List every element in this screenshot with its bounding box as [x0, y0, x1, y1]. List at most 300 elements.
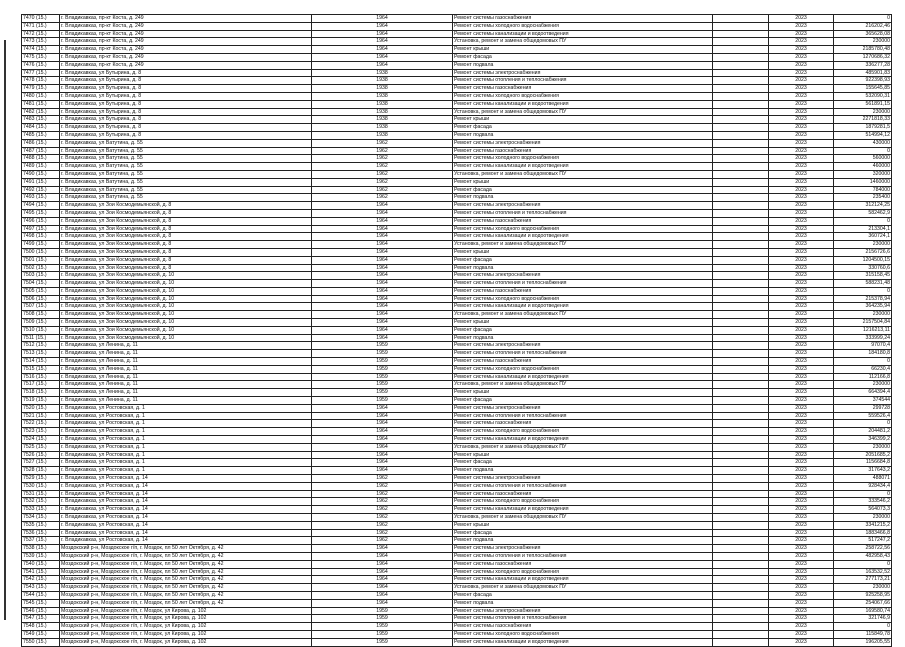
row-plan-year: 2023 — [769, 584, 834, 592]
table-row — [22, 420, 892, 428]
row-build-year: 1962 — [312, 194, 453, 202]
table-row — [22, 233, 892, 241]
table-row — [22, 22, 892, 30]
table-row — [22, 436, 892, 444]
row-work-type: Ремонт крыши — [453, 521, 713, 529]
row-build-year: 1962 — [312, 170, 453, 178]
row-empty-cell — [713, 280, 769, 288]
table-row — [22, 506, 892, 514]
row-address: Моздокский р-н, Моздокское г/п, г. Моздок, ул Кирова, д. 102 — [60, 638, 312, 646]
row-build-year: 1964 — [312, 248, 453, 256]
row-cost: 312124,25 — [834, 202, 892, 210]
row-address: г. Владикавказ, пр-кт Коста, д. 249 — [60, 53, 312, 61]
row-cost: 0 — [834, 490, 892, 498]
row-cost: 1216213,11 — [834, 326, 892, 334]
row-build-year: 1938 — [312, 77, 453, 85]
row-number: 7511 (15.) — [22, 334, 60, 342]
row-address: г. Владикавказ, ул Ватутина, д. 55 — [60, 194, 312, 202]
row-work-type: Ремонт фасада — [453, 124, 713, 132]
table-row — [22, 256, 892, 264]
row-empty-cell — [713, 389, 769, 397]
row-cost: 561891,15 — [834, 100, 892, 108]
row-build-year: 1959 — [312, 342, 453, 350]
row-plan-year: 2023 — [769, 77, 834, 85]
row-number: 7545 (15.) — [22, 599, 60, 607]
row-build-year: 1964 — [312, 46, 453, 54]
row-build-year: 1964 — [312, 334, 453, 342]
row-empty-cell — [713, 350, 769, 358]
row-address: г. Владикавказ, ул Зои Космодемьянской, д. 10 — [60, 287, 312, 295]
row-plan-year: 2023 — [769, 443, 834, 451]
row-plan-year: 2023 — [769, 326, 834, 334]
row-work-type: Ремонт системы газоснабжения — [453, 15, 713, 23]
row-address: г. Владикавказ, ул Ватутина, д. 55 — [60, 139, 312, 147]
row-plan-year: 2023 — [769, 420, 834, 428]
row-plan-year: 2023 — [769, 599, 834, 607]
row-address: г. Владикавказ, ул Ленина, д. 11 — [60, 358, 312, 366]
row-address: Моздокский р-н, Моздокское г/п, г. Моздок, пл 50 лет Октября, д. 42 — [60, 545, 312, 553]
row-empty-cell — [713, 537, 769, 545]
row-number: 7496 (15.) — [22, 217, 60, 225]
row-number: 7508 (15.) — [22, 311, 60, 319]
row-work-type: Ремонт крыши — [453, 46, 713, 54]
table-row — [22, 178, 892, 186]
row-empty-cell — [713, 514, 769, 522]
row-plan-year: 2023 — [769, 436, 834, 444]
row-plan-year: 2023 — [769, 170, 834, 178]
row-address: г. Владикавказ, ул Ватутина, д. 55 — [60, 186, 312, 194]
row-number: 7518 (15.) — [22, 389, 60, 397]
row-work-type: Ремонт системы газоснабжения — [453, 420, 713, 428]
table-row — [22, 514, 892, 522]
row-number: 7471 (15.) — [22, 22, 60, 30]
table-row — [22, 607, 892, 615]
row-build-year: 1962 — [312, 514, 453, 522]
row-cost: 346399,2 — [834, 436, 892, 444]
row-cost: 169580,74 — [834, 607, 892, 615]
row-address: Моздокский р-н, Моздокское г/п, г. Моздок, ул Кирова, д. 102 — [60, 615, 312, 623]
table-row — [22, 638, 892, 646]
row-work-type: Ремонт подвала — [453, 467, 713, 475]
row-address: г. Владикавказ, ул Зои Космодемьянской, д. 8 — [60, 233, 312, 241]
row-number: 7532 (15.) — [22, 498, 60, 506]
row-cost: 2185780,48 — [834, 46, 892, 54]
row-plan-year: 2023 — [769, 319, 834, 327]
row-plan-year: 2023 — [769, 15, 834, 23]
row-cost: 560000 — [834, 155, 892, 163]
row-cost: 333999,24 — [834, 334, 892, 342]
row-plan-year: 2023 — [769, 428, 834, 436]
row-work-type: Ремонт системы электроснабжения — [453, 545, 713, 553]
row-plan-year: 2023 — [769, 490, 834, 498]
row-plan-year: 2023 — [769, 303, 834, 311]
row-address: Моздокский р-н, Моздокское г/п, г. Моздок, пл 50 лет Октября, д. 42 — [60, 560, 312, 568]
table-row — [22, 537, 892, 545]
row-build-year: 1959 — [312, 373, 453, 381]
row-build-year: 1964 — [312, 404, 453, 412]
row-plan-year: 2023 — [769, 22, 834, 30]
table-row — [22, 443, 892, 451]
row-plan-year: 2023 — [769, 287, 834, 295]
row-number: 7515 (15.) — [22, 365, 60, 373]
row-build-year: 1964 — [312, 443, 453, 451]
table-row — [22, 303, 892, 311]
row-build-year: 1964 — [312, 233, 453, 241]
row-work-type: Установка, ремонт и замена общедомовых ПУ — [453, 38, 713, 46]
row-number: 7505 (15.) — [22, 287, 60, 295]
table-row — [22, 217, 892, 225]
row-cost: 2271818,33 — [834, 116, 892, 124]
row-address: Моздокский р-н, Моздокское г/п, г. Моздок, ул Кирова, д. 102 — [60, 630, 312, 638]
row-work-type: Ремонт системы газоснабжения — [453, 490, 713, 498]
table-row — [22, 155, 892, 163]
row-cost: 460000 — [834, 163, 892, 171]
row-plan-year: 2023 — [769, 591, 834, 599]
row-cost: 0 — [834, 15, 892, 23]
row-number: 7498 (15.) — [22, 233, 60, 241]
row-address: Моздокский р-н, Моздокское г/п, г. Моздок, пл 50 лет Октября, д. 42 — [60, 568, 312, 576]
row-build-year: 1964 — [312, 467, 453, 475]
row-plan-year: 2023 — [769, 46, 834, 54]
row-work-type: Ремонт системы холодного водоснабжения — [453, 428, 713, 436]
row-build-year: 1964 — [312, 15, 453, 23]
row-cost: 0 — [834, 623, 892, 631]
table-row — [22, 381, 892, 389]
row-cost: 0 — [834, 217, 892, 225]
row-cost: 1204500,15 — [834, 256, 892, 264]
row-build-year: 1964 — [312, 319, 453, 327]
row-work-type: Ремонт системы электроснабжения — [453, 475, 713, 483]
table-row — [22, 69, 892, 77]
row-build-year: 1962 — [312, 475, 453, 483]
row-work-type: Ремонт системы канализации и водоотведения — [453, 373, 713, 381]
table-row — [22, 552, 892, 560]
row-cost: 784000 — [834, 186, 892, 194]
table-row — [22, 365, 892, 373]
row-build-year: 1962 — [312, 482, 453, 490]
row-cost: 1879281,5 — [834, 124, 892, 132]
row-cost: 0 — [834, 358, 892, 366]
row-number: 7502 (15.) — [22, 264, 60, 272]
row-empty-cell — [713, 607, 769, 615]
table-row — [22, 131, 892, 139]
row-build-year: 1962 — [312, 163, 453, 171]
row-address: г. Владикавказ, ул Ростовская, д. 14 — [60, 490, 312, 498]
row-cost: 482958,43 — [834, 552, 892, 560]
row-address: г. Владикавказ, ул Ростовская, д. 14 — [60, 482, 312, 490]
row-address: г. Владикавказ, ул Ленина, д. 11 — [60, 350, 312, 358]
row-build-year: 1964 — [312, 420, 453, 428]
row-address: г. Владикавказ, ул Бутырина, д. 8 — [60, 85, 312, 93]
row-number: 7495 (15.) — [22, 209, 60, 217]
row-number: 7491 (15.) — [22, 178, 60, 186]
row-build-year: 1959 — [312, 358, 453, 366]
row-empty-cell — [713, 584, 769, 592]
table-row — [22, 139, 892, 147]
row-plan-year: 2023 — [769, 311, 834, 319]
row-work-type: Ремонт системы канализации и водоотведения — [453, 436, 713, 444]
table-row — [22, 412, 892, 420]
row-plan-year: 2023 — [769, 30, 834, 38]
row-number: 7492 (15.) — [22, 186, 60, 194]
row-address: г. Владикавказ, ул Ленина, д. 11 — [60, 389, 312, 397]
row-empty-cell — [713, 22, 769, 30]
row-plan-year: 2023 — [769, 381, 834, 389]
row-number: 7500 (15.) — [22, 248, 60, 256]
row-address: г. Владикавказ, ул Зои Космодемьянской, д. 10 — [60, 326, 312, 334]
row-empty-cell — [713, 256, 769, 264]
row-plan-year: 2023 — [769, 155, 834, 163]
table-row — [22, 61, 892, 69]
row-work-type: Ремонт системы электроснабжения — [453, 202, 713, 210]
row-empty-cell — [713, 459, 769, 467]
row-cost: 1156684,8 — [834, 459, 892, 467]
row-empty-cell — [713, 194, 769, 202]
row-plan-year: 2023 — [769, 225, 834, 233]
row-empty-cell — [713, 163, 769, 171]
row-plan-year: 2023 — [769, 630, 834, 638]
row-build-year: 1938 — [312, 100, 453, 108]
row-cost: 517247,2 — [834, 537, 892, 545]
row-address: г. Владикавказ, ул Зои Космодемьянской, д. 8 — [60, 209, 312, 217]
row-build-year: 1959 — [312, 607, 453, 615]
row-build-year: 1964 — [312, 436, 453, 444]
row-build-year: 1964 — [312, 545, 453, 553]
row-work-type: Ремонт подвала — [453, 61, 713, 69]
row-cost: 184180,8 — [834, 350, 892, 358]
table-row — [22, 373, 892, 381]
row-address: г. Владикавказ, ул Ростовская, д. 14 — [60, 529, 312, 537]
table-row — [22, 342, 892, 350]
row-address: Моздокский р-н, Моздокское г/п, г. Моздок, пл 50 лет Октября, д. 42 — [60, 599, 312, 607]
table-row — [22, 225, 892, 233]
row-address: г. Владикавказ, ул Ростовская, д. 14 — [60, 498, 312, 506]
row-plan-year: 2023 — [769, 194, 834, 202]
row-empty-cell — [713, 147, 769, 155]
row-work-type: Ремонт системы газоснабжения — [453, 85, 713, 93]
row-number: 7543 (15.) — [22, 584, 60, 592]
row-empty-cell — [713, 381, 769, 389]
table-row — [22, 389, 892, 397]
row-number: 7483 (15.) — [22, 116, 60, 124]
row-work-type: Ремонт системы отопления и теплоснабжения — [453, 482, 713, 490]
table-row — [22, 404, 892, 412]
row-address: г. Владикавказ, ул Зои Космодемьянской, д. 8 — [60, 217, 312, 225]
row-work-type: Ремонт системы отопления и теплоснабжения — [453, 280, 713, 288]
row-number: 7484 (15.) — [22, 124, 60, 132]
row-work-type: Установка, ремонт и замена общедомовых ПУ — [453, 170, 713, 178]
row-build-year: 1964 — [312, 264, 453, 272]
row-plan-year: 2023 — [769, 607, 834, 615]
row-build-year: 1962 — [312, 147, 453, 155]
row-empty-cell — [713, 15, 769, 23]
row-address: г. Владикавказ, пр-кт Коста, д. 249 — [60, 61, 312, 69]
row-address: г. Владикавказ, ул Ростовская, д. 14 — [60, 506, 312, 514]
row-number: 7481 (15.) — [22, 100, 60, 108]
row-address: г. Владикавказ, ул Бутырина, д. 8 — [60, 131, 312, 139]
row-address: г. Владикавказ, ул Зои Космодемьянской, д. 10 — [60, 303, 312, 311]
table-row — [22, 124, 892, 132]
table-row — [22, 459, 892, 467]
table-row — [22, 170, 892, 178]
row-address: г. Владикавказ, ул Бутырина, д. 8 — [60, 116, 312, 124]
row-number: 7470 (15.) — [22, 15, 60, 23]
row-number: 7493 (15.) — [22, 194, 60, 202]
table-row — [22, 100, 892, 108]
row-address: г. Владикавказ, ул Зои Космодемьянской, д. 8 — [60, 241, 312, 249]
table-row — [22, 92, 892, 100]
row-cost: 1460000 — [834, 178, 892, 186]
row-plan-year: 2023 — [769, 147, 834, 155]
row-work-type: Ремонт крыши — [453, 389, 713, 397]
table-row — [22, 53, 892, 61]
row-address: г. Владикавказ, ул Бутырина, д. 8 — [60, 77, 312, 85]
row-build-year: 1959 — [312, 397, 453, 405]
row-plan-year: 2023 — [769, 248, 834, 256]
row-number: 7548 (15.) — [22, 623, 60, 631]
row-empty-cell — [713, 233, 769, 241]
row-address: г. Владикавказ, ул Ростовская, д. 14 — [60, 537, 312, 545]
row-work-type: Ремонт системы газоснабжения — [453, 147, 713, 155]
row-plan-year: 2023 — [769, 264, 834, 272]
row-number: 7499 (15.) — [22, 241, 60, 249]
row-plan-year: 2023 — [769, 365, 834, 373]
row-work-type: Ремонт системы холодного водоснабжения — [453, 155, 713, 163]
table-row — [22, 568, 892, 576]
row-work-type: Ремонт системы канализации и водоотведения — [453, 100, 713, 108]
row-work-type: Установка, ремонт и замена общедомовых ПУ — [453, 584, 713, 592]
row-work-type: Ремонт системы канализации и водоотведения — [453, 30, 713, 38]
row-work-type: Ремонт подвала — [453, 537, 713, 545]
row-number: 7536 (15.) — [22, 529, 60, 537]
row-work-type: Ремонт фасада — [453, 326, 713, 334]
row-plan-year: 2023 — [769, 85, 834, 93]
row-plan-year: 2023 — [769, 334, 834, 342]
row-number: 7537 (15.) — [22, 537, 60, 545]
row-address: г. Владикавказ, ул Ленина, д. 11 — [60, 342, 312, 350]
row-plan-year: 2023 — [769, 529, 834, 537]
row-empty-cell — [713, 521, 769, 529]
row-cost: 374544 — [834, 397, 892, 405]
row-number: 7486 (15.) — [22, 139, 60, 147]
row-plan-year: 2023 — [769, 498, 834, 506]
table-row — [22, 397, 892, 405]
row-work-type: Ремонт подвала — [453, 131, 713, 139]
row-plan-year: 2023 — [769, 545, 834, 553]
row-work-type: Ремонт фасада — [453, 53, 713, 61]
row-cost: 559526,4 — [834, 412, 892, 420]
table-row — [22, 30, 892, 38]
row-address: г. Владикавказ, ул Ростовская, д. 1 — [60, 404, 312, 412]
row-cost: 336277,28 — [834, 61, 892, 69]
row-empty-cell — [713, 475, 769, 483]
row-number: 7474 (15.) — [22, 46, 60, 54]
row-work-type: Ремонт крыши — [453, 178, 713, 186]
table-row — [22, 38, 892, 46]
row-plan-year: 2023 — [769, 412, 834, 420]
row-plan-year: 2023 — [769, 217, 834, 225]
row-plan-year: 2023 — [769, 295, 834, 303]
row-number: 7519 (15.) — [22, 397, 60, 405]
row-address: г. Владикавказ, ул Ростовская, д. 14 — [60, 475, 312, 483]
row-plan-year: 2023 — [769, 373, 834, 381]
row-cost: 315158,45 — [834, 272, 892, 280]
row-build-year: 1959 — [312, 389, 453, 397]
row-cost: 330760,6 — [834, 264, 892, 272]
row-empty-cell — [713, 412, 769, 420]
row-work-type: Ремонт системы газоснабжения — [453, 358, 713, 366]
table-row — [22, 326, 892, 334]
row-number: 7512 (15.) — [22, 342, 60, 350]
row-empty-cell — [713, 404, 769, 412]
row-build-year: 1938 — [312, 92, 453, 100]
row-build-year: 1964 — [312, 38, 453, 46]
row-cost: 320000 — [834, 170, 892, 178]
row-plan-year: 2023 — [769, 202, 834, 210]
table-row — [22, 272, 892, 280]
table-row — [22, 116, 892, 124]
scan-edge-mark — [4, 40, 6, 620]
row-number: 7489 (15.) — [22, 163, 60, 171]
row-build-year: 1962 — [312, 186, 453, 194]
row-empty-cell — [713, 100, 769, 108]
row-cost: 928434,4 — [834, 482, 892, 490]
row-number: 7472 (15.) — [22, 30, 60, 38]
row-work-type: Установка, ремонт и замена общедомовых ПУ — [453, 443, 713, 451]
row-cost: 112166,8 — [834, 373, 892, 381]
row-cost: 216202,46 — [834, 22, 892, 30]
row-cost: 213304,1 — [834, 225, 892, 233]
row-empty-cell — [713, 77, 769, 85]
row-work-type: Ремонт системы электроснабжения — [453, 342, 713, 350]
table-row — [22, 560, 892, 568]
row-cost: 196205,55 — [834, 638, 892, 646]
row-plan-year: 2023 — [769, 139, 834, 147]
row-empty-cell — [713, 342, 769, 350]
table-row — [22, 490, 892, 498]
row-cost: 588231,48 — [834, 280, 892, 288]
row-number: 7521 (15.) — [22, 412, 60, 420]
row-build-year: 1938 — [312, 116, 453, 124]
row-empty-cell — [713, 170, 769, 178]
row-cost: 0 — [834, 560, 892, 568]
table-row — [22, 475, 892, 483]
row-number: 7523 (15.) — [22, 428, 60, 436]
row-build-year: 1962 — [312, 490, 453, 498]
row-plan-year: 2023 — [769, 69, 834, 77]
table-row — [22, 358, 892, 366]
row-cost: 230000 — [834, 381, 892, 389]
row-plan-year: 2023 — [769, 358, 834, 366]
row-plan-year: 2023 — [769, 552, 834, 560]
row-empty-cell — [713, 490, 769, 498]
row-work-type: Установка, ремонт и замена общедомовых ПУ — [453, 311, 713, 319]
row-work-type: Ремонт фасада — [453, 256, 713, 264]
row-cost: 2156726,6 — [834, 248, 892, 256]
row-build-year: 1964 — [312, 217, 453, 225]
table-row — [22, 248, 892, 256]
row-cost: 215378,94 — [834, 295, 892, 303]
row-work-type: Ремонт системы канализации и водоотведения — [453, 233, 713, 241]
row-address: г. Владикавказ, пр-кт Коста, д. 249 — [60, 22, 312, 30]
row-work-type: Ремонт крыши — [453, 116, 713, 124]
row-number: 7490 (15.) — [22, 170, 60, 178]
row-plan-year: 2023 — [769, 53, 834, 61]
table-row — [22, 482, 892, 490]
row-plan-year: 2023 — [769, 397, 834, 405]
row-address: г. Владикавказ, ул Зои Космодемьянской, д. 8 — [60, 256, 312, 264]
row-address: г. Владикавказ, ул Зои Космодемьянской, д. 10 — [60, 334, 312, 342]
